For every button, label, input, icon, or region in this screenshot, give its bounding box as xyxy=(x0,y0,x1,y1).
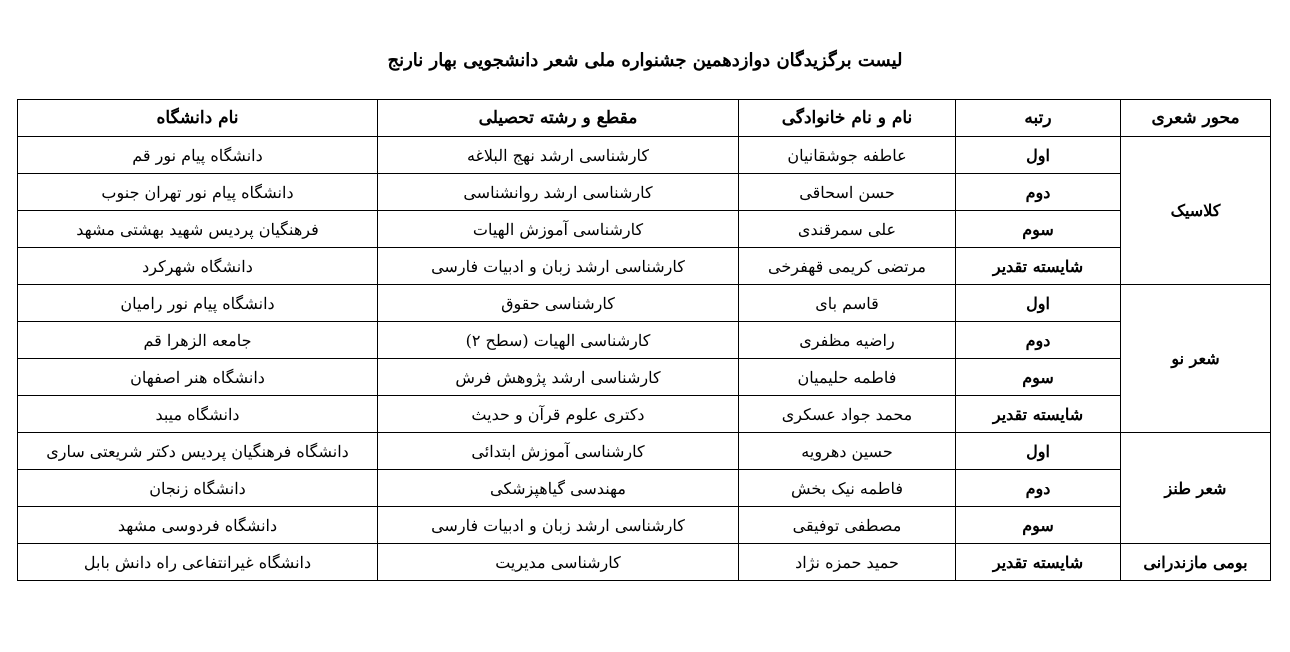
university-cell: دانشگاه زنجان xyxy=(18,470,378,507)
rank-cell: دوم xyxy=(956,470,1121,507)
university-cell: دانشگاه هنر اصفهان xyxy=(18,359,378,396)
field-cell: کارشناسی الهیات (سطح ۲) xyxy=(378,322,739,359)
table-row xyxy=(18,507,1271,544)
rank-cell: دوم xyxy=(956,322,1121,359)
table-header-row xyxy=(18,100,1271,137)
university-cell: دانشگاه غیرانتفاعی راه دانش بابل xyxy=(18,544,378,581)
rank-cell: اول xyxy=(956,433,1121,470)
university-cell: دانشگاه پیام نور رامیان xyxy=(18,285,378,322)
university-cell: دانشگاه شهرکرد xyxy=(18,248,378,285)
university-cell: فرهنگیان پردیس شهید بهشتی مشهد xyxy=(18,211,378,248)
field-cell: کارشناسی آموزش ابتدائی xyxy=(378,433,739,470)
category-cell: شعر نو xyxy=(1121,285,1271,433)
university-cell: دانشگاه فردوسی مشهد xyxy=(18,507,378,544)
rank-cell: اول xyxy=(956,285,1121,322)
name-cell: عاطفه جوشقانیان xyxy=(739,137,956,174)
university-cell: دانشگاه فرهنگیان پردیس دکتر شریعتی ساری xyxy=(18,433,378,470)
rank-cell: شایسته تقدیر xyxy=(956,544,1121,581)
rank-cell: شایسته تقدیر xyxy=(956,396,1121,433)
header-field: مقطع و رشته تحصیلی xyxy=(378,100,739,137)
category-cell: شعر طنز xyxy=(1121,433,1271,544)
rank-cell: دوم xyxy=(956,174,1121,211)
field-cell: مهندسی گیاهپزشکی xyxy=(378,470,739,507)
name-cell: حسین دهرویه xyxy=(739,433,956,470)
header-rank: رتبه xyxy=(956,100,1121,137)
university-cell: دانشگاه پیام نور تهران جنوب xyxy=(18,174,378,211)
table-row xyxy=(18,174,1271,211)
field-cell: کارشناسی ارشد زبان و ادبیات فارسی xyxy=(378,248,739,285)
field-cell: کارشناسی ارشد نهج البلاغه xyxy=(378,137,739,174)
field-cell: کارشناسی حقوق xyxy=(378,285,739,322)
header-category: محور شعری xyxy=(1121,100,1271,137)
field-cell: کارشناسی مدیریت xyxy=(378,544,739,581)
name-cell: مرتضی کریمی قهفرخی xyxy=(739,248,956,285)
table-row xyxy=(18,359,1271,396)
name-cell: حسن اسحاقی xyxy=(739,174,956,211)
table-row xyxy=(18,322,1271,359)
field-cell: کارشناسی آموزش الهیات xyxy=(378,211,739,248)
rank-cell: اول xyxy=(956,137,1121,174)
name-cell: محمد جواد عسکری xyxy=(739,396,956,433)
table-row xyxy=(18,211,1271,248)
table-row xyxy=(18,248,1271,285)
field-cell: دکتری علوم قرآن و حدیث xyxy=(378,396,739,433)
rank-cell: سوم xyxy=(956,359,1121,396)
name-cell: فاطمه نیک بخش xyxy=(739,470,956,507)
university-cell: جامعه الزهرا قم xyxy=(18,322,378,359)
name-cell: راضیه مظفری xyxy=(739,322,956,359)
name-cell: حمید حمزه نژاد xyxy=(739,544,956,581)
category-cell: کلاسیک xyxy=(1121,137,1271,285)
winners-table xyxy=(17,99,1271,581)
name-cell: فاطمه حلیمیان xyxy=(739,359,956,396)
field-cell: کارشناسی ارشد روانشناسی xyxy=(378,174,739,211)
table-row xyxy=(18,285,1271,322)
table-row xyxy=(18,470,1271,507)
table-row xyxy=(18,396,1271,433)
document-title: لیست برگزیدگان دوازدهمین جشنواره ملی شعر دانشجویی بهار نارنج xyxy=(387,50,903,71)
rank-cell: شایسته تقدیر xyxy=(956,248,1121,285)
name-cell: علی سمرقندی xyxy=(739,211,956,248)
university-cell: دانشگاه پیام نور قم xyxy=(18,137,378,174)
field-cell: کارشناسی ارشد زبان و ادبیات فارسی xyxy=(378,507,739,544)
header-name: نام و نام خانوادگی xyxy=(739,100,956,137)
field-cell: کارشناسی ارشد پژوهش فرش xyxy=(378,359,739,396)
name-cell: قاسم بای xyxy=(739,285,956,322)
category-cell: بومی مازندرانی xyxy=(1121,544,1271,581)
rank-cell: سوم xyxy=(956,211,1121,248)
header-university: نام دانشگاه xyxy=(18,100,378,137)
name-cell: مصطفی توفیقی xyxy=(739,507,956,544)
table-row xyxy=(18,433,1271,470)
table-row xyxy=(18,544,1271,581)
rank-cell: سوم xyxy=(956,507,1121,544)
table-row xyxy=(18,137,1271,174)
university-cell: دانشگاه میبد xyxy=(18,396,378,433)
